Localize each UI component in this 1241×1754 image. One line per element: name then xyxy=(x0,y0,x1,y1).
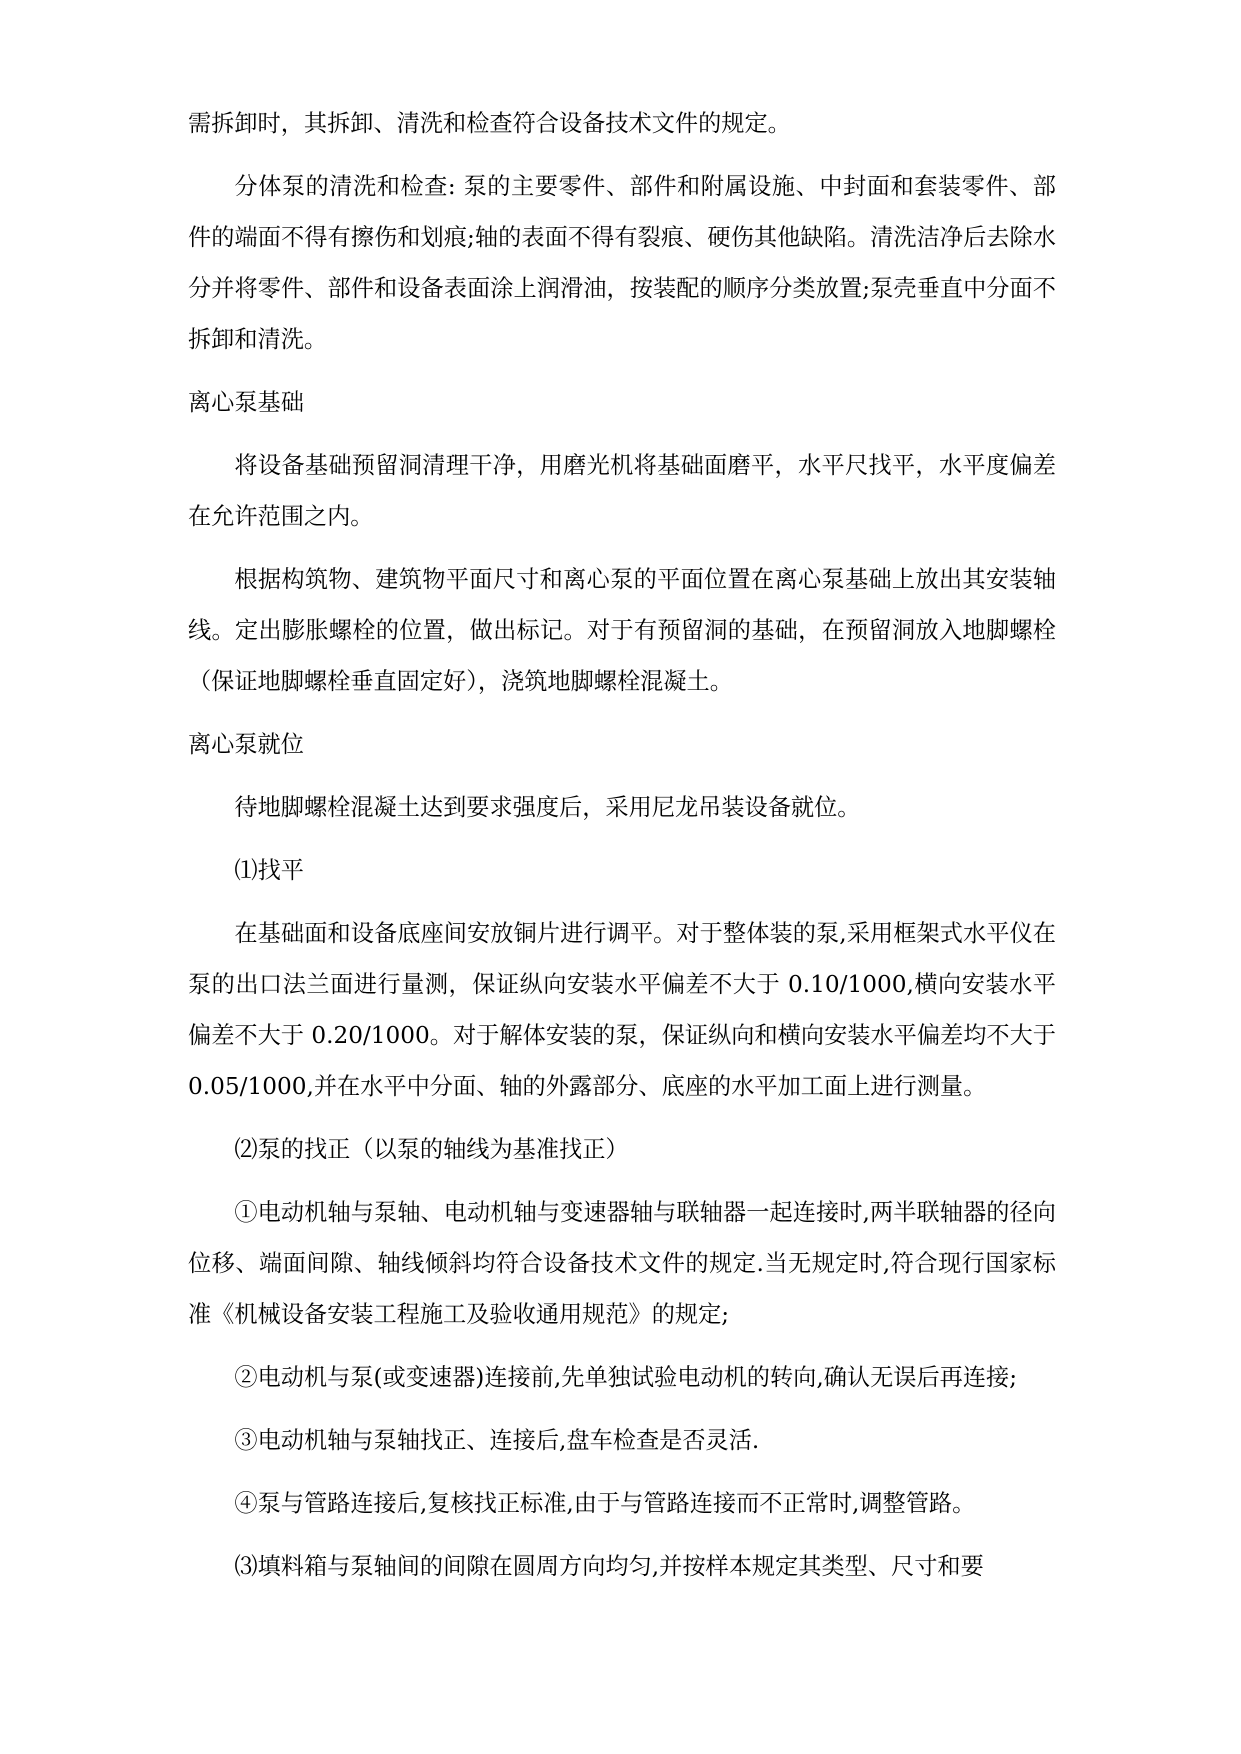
section-heading-pump-placement: 离心泵就位 xyxy=(188,731,304,758)
paragraph-hoisting: 待地脚螺栓混凝土达到要求强度后，采用尼龙吊装设备就位。 xyxy=(234,794,861,821)
list-item-pipe-connection: ④泵与管路连接后,复核找正标准,由于与管路连接而不正常时,调整管路。 xyxy=(234,1490,976,1517)
list-item-turning-check: ③电动机轴与泵轴找正、连接后,盘车检查是否灵活. xyxy=(234,1427,760,1454)
paragraph-foundation-cleaning: 将设备基础预留洞清理干净，用磨光机将基础面磨平，水平尺找平，水平度偏差在允许范围之内。 xyxy=(188,452,1056,530)
paragraph-leveling: 在基础面和设备底座间安放铜片进行调平。对于整体装的泵,采用框架式水平仪在泵的出口法兰面进行量测，保证纵向安装水平偏差不大于 0.10/1000,横向安装水平偏差不大于 0.20/1000。对于解体安装的泵，保证纵向和横向安装水平偏差均不大于 0.05/1000,并在水平中分面、轴的外露部分、底座的水平加工面上进行测量。 xyxy=(188,920,1056,1100)
list-item-motor-direction: ②电动机与泵(或变速器)连接前,先单独试验电动机的转向,确认无误后再连接; xyxy=(234,1364,1018,1391)
subheading-packing-box: ⑶填料箱与泵轴间的间隙在圆周方向均匀,并按样本规定其类型、尺寸和要 xyxy=(234,1553,984,1580)
document-body xyxy=(188,98,1056,1604)
paragraph-axis-layout: 根据构筑物、建筑物平面尺寸和离心泵的平面位置在离心泵基础上放出其安装轴线。定出膨胀螺栓的位置，做出标记。对于有预留洞的基础，在预留洞放入地脚螺栓（保证地脚螺栓垂直固定好），浇筑地脚螺栓混凝土。 xyxy=(188,566,1056,695)
subheading-alignment: ⑵泵的找正（以泵的轴线为基准找正） xyxy=(234,1136,629,1163)
section-heading-pump-foundation: 离心泵基础 xyxy=(188,389,304,416)
paragraph-split-pump-cleaning: 分体泵的清洗和检查: 泵的主要零件、部件和附属设施、中封面和套装零件、部件的端面不得有擦伤和划痕;轴的表面不得有裂痕、硬伤其他缺陷。清洗洁净后去除水分并将零件、部件和设备表面涂上润滑油，按装配的顺序分类放置;泵壳垂直中分面不拆卸和清洗。 xyxy=(188,173,1056,353)
subheading-leveling: ⑴找平 xyxy=(234,857,304,884)
list-item-coupling: ①电动机轴与泵轴、电动机轴与变速器轴与联轴器一起连接时,两半联轴器的径向位移、端面间隙、轴线倾斜均符合设备技术文件的规定.当无规定时,符合现行国家标准《机械设备安装工程施工及验收通用规范》的规定; xyxy=(188,1199,1056,1328)
paragraph-continuation: 需拆卸时，其拆卸、清洗和检查符合设备技术文件的规定。 xyxy=(188,110,791,137)
